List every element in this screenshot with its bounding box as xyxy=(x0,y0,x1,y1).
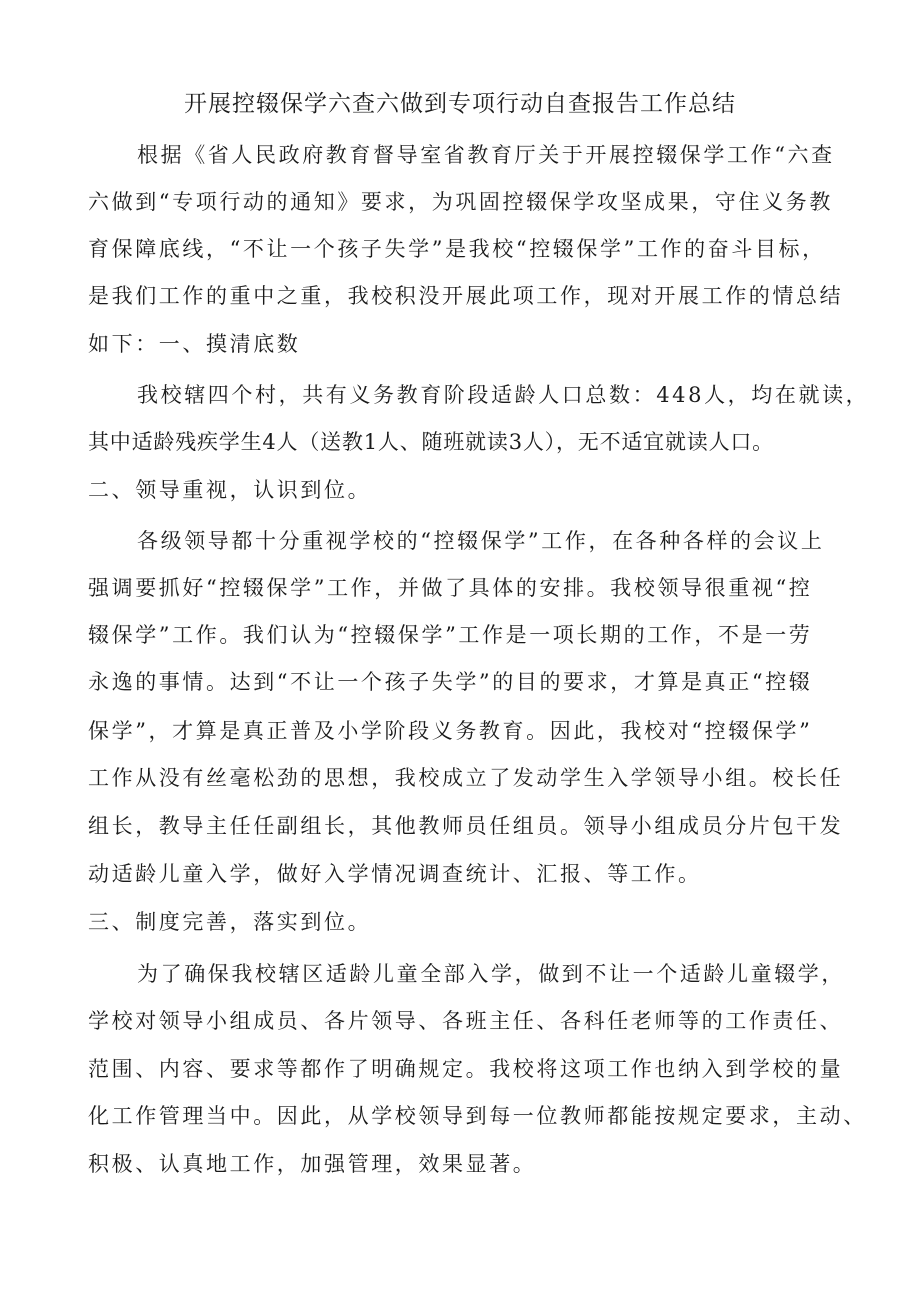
paragraph-line: 根据《省人民政府教育督导室省教育厅关于开展控辍保学工作“六查 xyxy=(137,143,835,167)
paragraph-line: 保学”，才算是真正普及小学阶段义务教育。因此，我校对“控辍保学” xyxy=(88,719,813,743)
paragraph-line: 为了确保我校辖区适龄儿童全部入学，做到不让一个适龄儿童辍学， xyxy=(137,962,845,986)
paragraph-line: 育保障底线，“不让一个孩子失学”是我校“控辍保学”工作的奋斗目标， xyxy=(88,237,826,261)
section-heading: 三、制度完善，落实到位。 xyxy=(88,910,372,934)
paragraph-line: 工作从没有丝毫松劲的思想，我校成立了发动学生入学领导小组。校长任 xyxy=(88,766,844,790)
paragraph-line: 我校辖四个村，共有义务教育阶段适龄人口总数：448人，均在就读， xyxy=(137,383,870,407)
paragraph-line: 各级领导都十分重视学校的“控辍保学”工作，在各种各样的会议上 xyxy=(137,529,825,553)
paragraph-line: 动适龄儿童入学，做好入学情况调查统计、汇报、等工作。 xyxy=(88,862,702,886)
paragraph-line: 六做到“专项行动的通知》要求，为巩固控辍保学攻坚成果，守住义务教 xyxy=(88,190,833,214)
paragraph-line: 化工作管理当中。因此，从学校领导到每一位教师都能按规定要求，主动、 xyxy=(88,1104,867,1128)
paragraph-line: 其中适龄残疾学生4人（送教1人、随班就读3人），无不适宜就读人口。 xyxy=(88,430,774,454)
paragraph-line: 学校对领导小组成员、各片领导、各班主任、各科任老师等的工作责任、 xyxy=(88,1009,844,1033)
paragraph-line: 强调要抓好“控辍保学”工作，并做了具体的安排。我校领导很重视“控 xyxy=(88,576,813,600)
paragraph-line: 是我们工作的重中之重，我校积没开展此项工作，现对开展工作的情总结 xyxy=(88,284,844,308)
document-title: 开展控辍保学六查六做到专项行动自查报告工作总结 xyxy=(184,91,736,117)
paragraph-line: 如下：一、摸清底数 xyxy=(88,332,301,356)
section-heading: 二、领导重视，认识到位。 xyxy=(88,478,372,502)
paragraph-line: 永逸的事情。达到“不让一个孩子失学”的目的要求，才算是真正“控辍 xyxy=(88,670,813,694)
paragraph-line: 组长，教导主任任副组长，其他教师员任组员。领导小组成员分片包干发 xyxy=(88,814,844,838)
paragraph-line: 范围、内容、要求等都作了明确规定。我校将这项工作也纳入到学校的量 xyxy=(88,1057,844,1081)
paragraph-line: 辍保学”工作。我们认为“控辍保学”工作是一项长期的工作，不是一劳 xyxy=(88,623,813,647)
paragraph-line: 积极、认真地工作，加强管理，效果显著。 xyxy=(88,1152,537,1176)
